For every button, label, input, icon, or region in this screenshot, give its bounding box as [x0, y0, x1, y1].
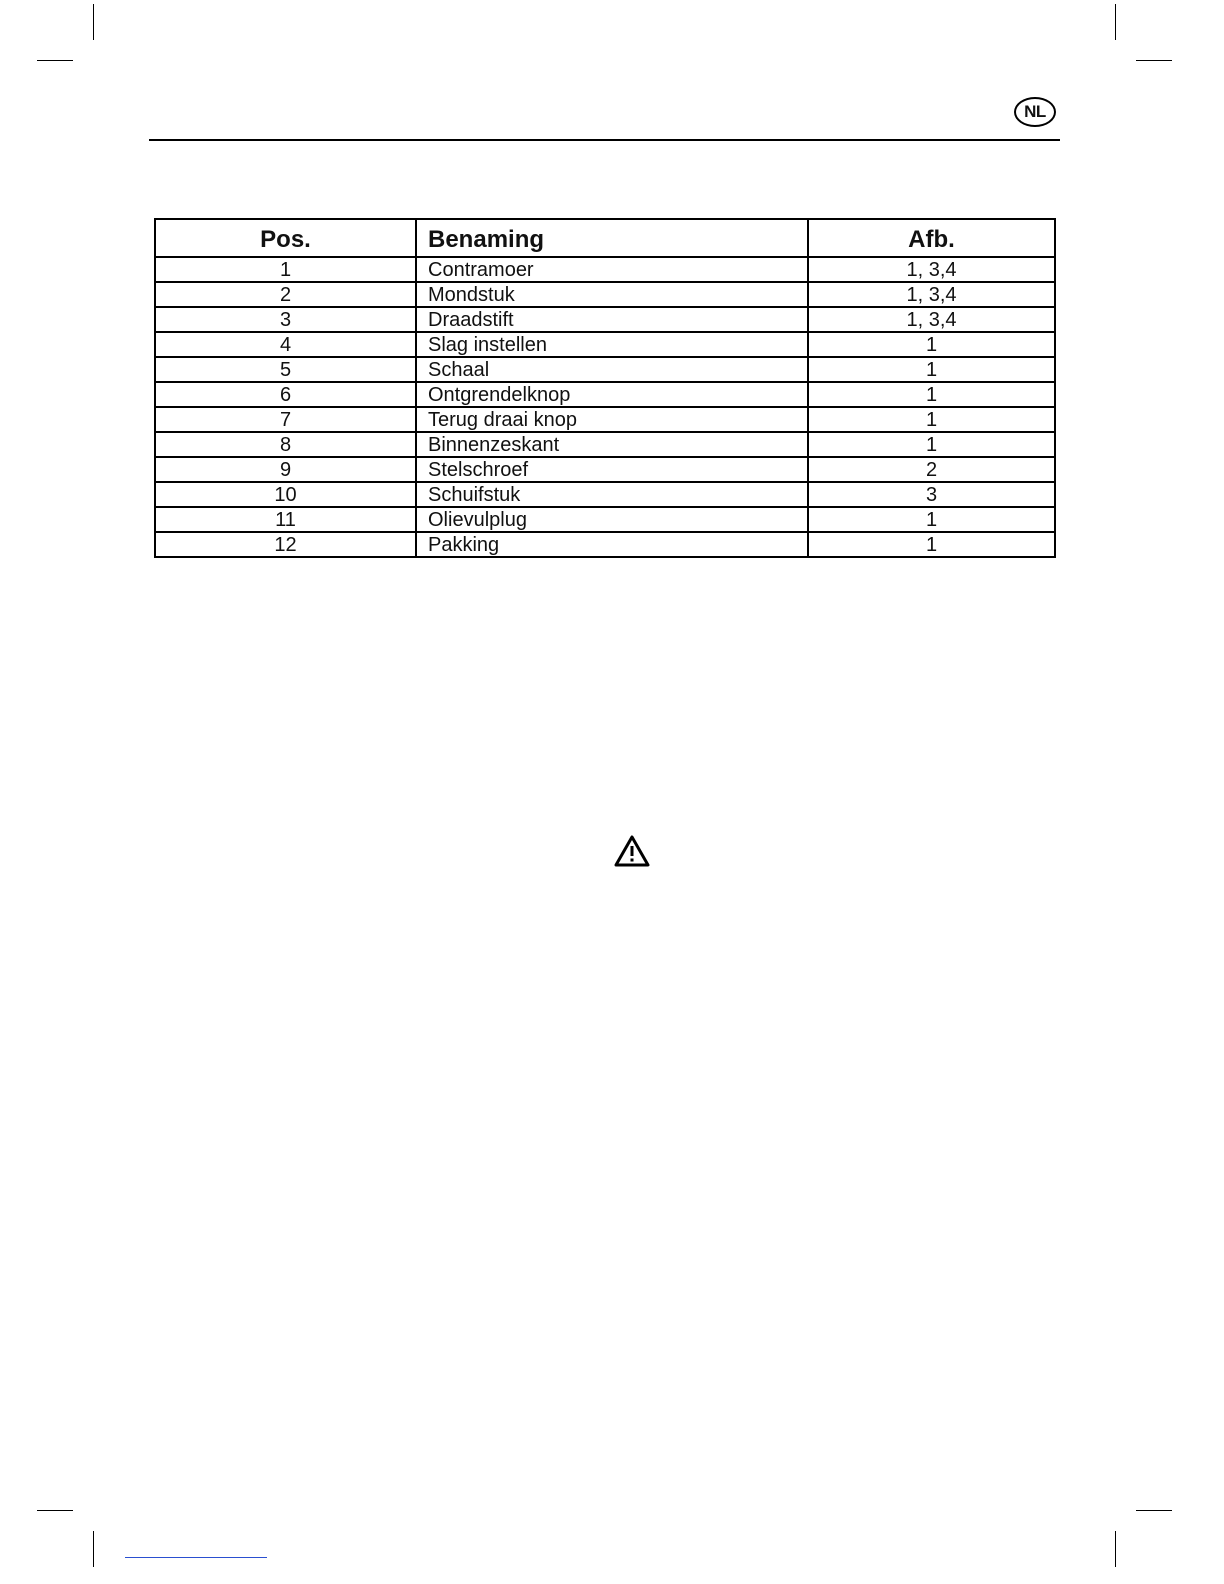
table-row	[155, 307, 1055, 332]
cell-pos: 4	[155, 332, 416, 357]
table-row	[155, 407, 1055, 432]
cell-pos: 1	[155, 257, 416, 282]
header-pos: Pos.	[155, 219, 416, 257]
cell-pos: 10	[155, 482, 416, 507]
cell-name: Pakking	[416, 532, 808, 557]
cell-afb: 2	[808, 457, 1055, 482]
table-row	[155, 332, 1055, 357]
table-row	[155, 482, 1055, 507]
cell-afb: 1, 3,4	[808, 307, 1055, 332]
cell-name: Mondstuk	[416, 282, 808, 307]
table-row	[155, 532, 1055, 557]
cell-name: Terug draai knop	[416, 407, 808, 432]
crop-mark	[37, 60, 73, 61]
crop-mark	[93, 4, 94, 40]
footer-link-underline	[125, 1557, 267, 1558]
cell-afb: 1, 3,4	[808, 257, 1055, 282]
cell-pos: 12	[155, 532, 416, 557]
crop-mark	[1115, 1531, 1116, 1567]
cell-afb: 1	[808, 332, 1055, 357]
table-row	[155, 507, 1055, 532]
table-row	[155, 457, 1055, 482]
table-row	[155, 432, 1055, 457]
cell-name: Ontgrendelknop	[416, 382, 808, 407]
cell-afb: 1	[808, 382, 1055, 407]
table-row	[155, 382, 1055, 407]
warning-triangle-icon	[614, 835, 650, 867]
cell-afb: 1, 3,4	[808, 282, 1055, 307]
cell-pos: 7	[155, 407, 416, 432]
cell-name: Stelschroef	[416, 457, 808, 482]
crop-mark	[37, 1510, 73, 1511]
cell-name: Binnenzeskant	[416, 432, 808, 457]
header-rule	[149, 139, 1060, 141]
cell-afb: 1	[808, 407, 1055, 432]
table-header-row	[155, 219, 1055, 257]
language-badge: NL	[1014, 97, 1056, 127]
cell-name: Slag instellen	[416, 332, 808, 357]
cell-name: Olievulplug	[416, 507, 808, 532]
table-row	[155, 257, 1055, 282]
crop-mark	[93, 1531, 94, 1567]
crop-mark	[1136, 60, 1172, 61]
header-afb: Afb.	[808, 219, 1055, 257]
crop-mark	[1115, 4, 1116, 40]
cell-pos: 11	[155, 507, 416, 532]
table-row	[155, 282, 1055, 307]
crop-mark	[1136, 1510, 1172, 1511]
cell-pos: 8	[155, 432, 416, 457]
cell-name: Draadstift	[416, 307, 808, 332]
cell-pos: 3	[155, 307, 416, 332]
parts-table	[154, 218, 1056, 558]
cell-pos: 9	[155, 457, 416, 482]
cell-pos: 2	[155, 282, 416, 307]
cell-afb: 1	[808, 432, 1055, 457]
header-name: Benaming	[416, 219, 808, 257]
cell-name: Contramoer	[416, 257, 808, 282]
table-row	[155, 357, 1055, 382]
cell-afb: 3	[808, 482, 1055, 507]
cell-afb: 1	[808, 507, 1055, 532]
cell-pos: 5	[155, 357, 416, 382]
cell-pos: 6	[155, 382, 416, 407]
cell-afb: 1	[808, 357, 1055, 382]
cell-afb: 1	[808, 532, 1055, 557]
cell-name: Schaal	[416, 357, 808, 382]
cell-name: Schuifstuk	[416, 482, 808, 507]
